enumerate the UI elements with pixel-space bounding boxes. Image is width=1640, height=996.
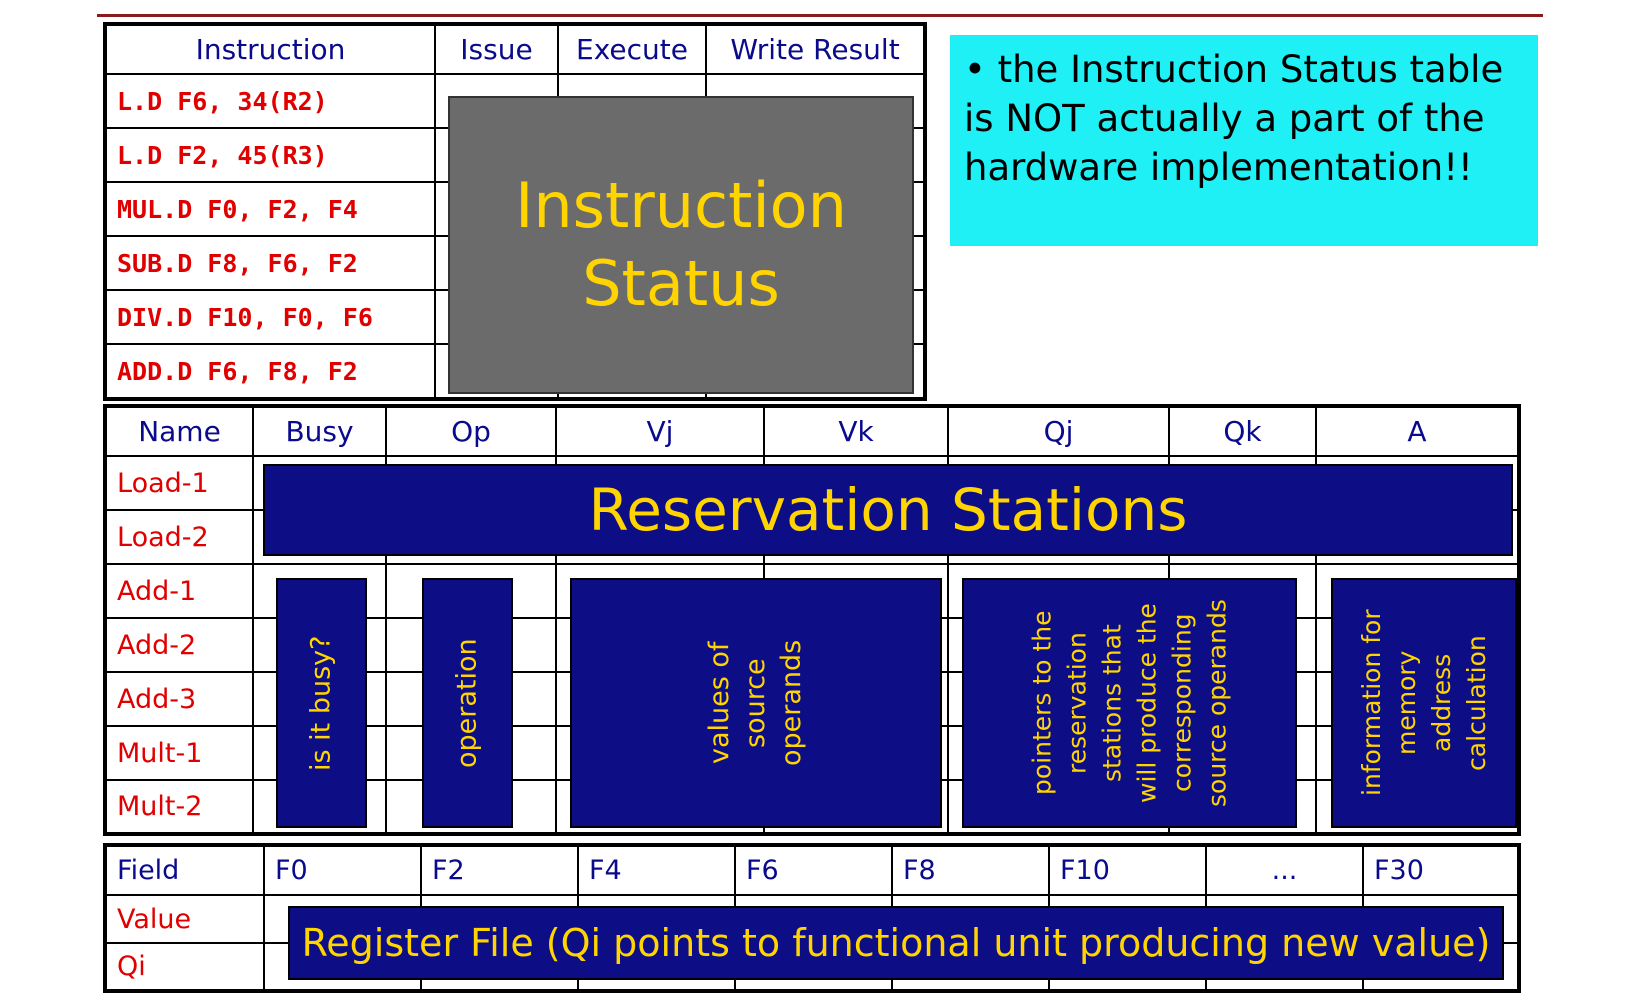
station-label: Load-2 — [105, 510, 253, 564]
instruction-status-overlay — [448, 96, 914, 394]
register-row-label: Qi — [105, 943, 264, 991]
header-a: A — [1316, 406, 1519, 456]
register-field: ... — [1206, 845, 1363, 895]
header-vk: Vk — [764, 406, 948, 456]
instruction-cell: L.D F6, 34(R2) — [105, 74, 435, 128]
register-field: F0 — [264, 845, 421, 895]
station-label: Mult-1 — [105, 726, 253, 780]
reservation-stations-banner — [263, 464, 1513, 556]
reservation-stations-title: Reservation Stations — [588, 476, 1188, 544]
header-issue: Issue — [435, 24, 558, 74]
hardware-note: • the Instruction Status table is NOT actually a part of the hardware implementation!! — [950, 35, 1538, 246]
register-file-title: Register File (Qi points to functional unit producing new value) — [301, 921, 1491, 965]
header-write-result: Write Result — [706, 24, 925, 74]
address-info-description: information for memory address calculation — [1331, 578, 1517, 828]
station-label: Mult-2 — [105, 780, 253, 834]
register-field: F6 — [735, 845, 892, 895]
pointers-description: pointers to the reservation stations that will produce the corresponding source operands — [962, 578, 1297, 828]
register-row-label: Field — [105, 845, 264, 895]
instruction-cell: ADD.D F6, F8, F2 — [105, 344, 435, 399]
values-description: values of source operands — [570, 578, 942, 828]
register-field: F30 — [1363, 845, 1519, 895]
instruction-status-title-line1: Instruction — [515, 169, 847, 242]
header-qj: Qj — [948, 406, 1169, 456]
header-busy: Busy — [253, 406, 386, 456]
busy-description: is it busy? — [276, 578, 367, 828]
register-field: F8 — [892, 845, 1049, 895]
station-label: Load-1 — [105, 456, 253, 510]
header-vj: Vj — [556, 406, 764, 456]
op-description: operation — [422, 578, 513, 828]
header-op: Op — [386, 406, 556, 456]
station-label: Add-2 — [105, 618, 253, 672]
instruction-status-title-line2: Status — [582, 247, 780, 320]
station-label: Add-1 — [105, 564, 253, 618]
instruction-cell: DIV.D F10, F0, F6 — [105, 290, 435, 344]
register-file-banner — [288, 906, 1504, 980]
header-instruction: Instruction — [105, 24, 435, 74]
register-field: F10 — [1049, 845, 1206, 895]
instruction-cell: MUL.D F0, F2, F4 — [105, 182, 435, 236]
instruction-cell: L.D F2, 45(R3) — [105, 128, 435, 182]
instruction-cell: SUB.D F8, F6, F2 — [105, 236, 435, 290]
register-field: F2 — [421, 845, 578, 895]
register-field: F4 — [578, 845, 735, 895]
top-rule — [97, 14, 1543, 17]
header-execute: Execute — [558, 24, 706, 74]
header-name: Name — [105, 406, 253, 456]
station-label: Add-3 — [105, 672, 253, 726]
header-qk: Qk — [1169, 406, 1316, 456]
register-row-label: Value — [105, 895, 264, 943]
